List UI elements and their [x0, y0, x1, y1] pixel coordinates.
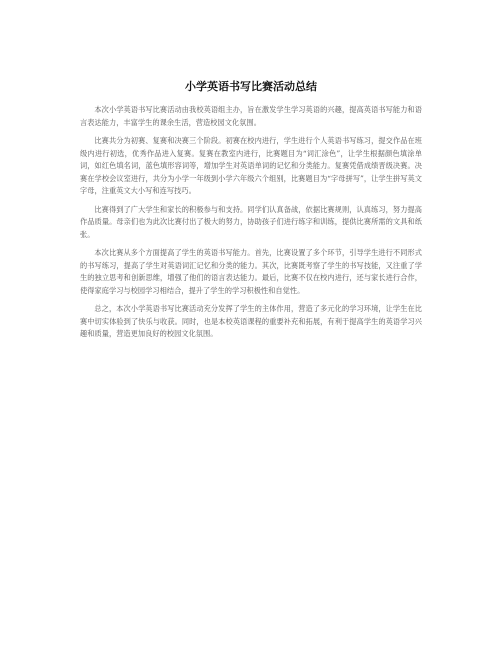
document-title: 小学英语书写比赛活动总结 — [185, 80, 317, 93]
document-body — [80, 104, 422, 347]
paragraph-effects: 本次比赛从多个方面提高了学生的英语书写能力。首先，比赛设置了多个环节，引导学生进行不同形式的书写练习，提高了学生对英语词汇记忆和分类的能力。其次，比赛既考察了学生的书写技能，又注重了学生的独立思考和创新思维，增强了他们的语言表达能力。最后，比赛不仅在校内进行，还与家长进行合作，使得家庭学习与校园学习相结合，提升了学生的学习积极性和自觉性。 — [80, 248, 422, 295]
paragraph-participation: 比赛得到了广大学生和家长的积极参与和支持。同学们认真备战，依据比赛规则，认真练习，努力提高作品质量。母亲们也为此次比赛付出了极大的努力，协助孩子们进行练字和训练，提供比赛所需的文具和纸张。 — [80, 204, 422, 239]
paragraph-intro: 本次小学英语书写比赛活动由我校英语组主办，旨在激发学生学习英语的兴趣，提高英语书写能力和语言表达能力，丰富学生的课余生活，营造校园文化氛围。 — [80, 105, 422, 127]
paragraph-stages: 比赛共分为初赛、复赛和决赛三个阶段。初赛在校内进行，学生进行个人英语书写练习，提交作品在班级内进行初选，优秀作品进入复赛。复赛在教室内进行，比赛题目为“词汇涂色”，让学生根据颜色填涂单词，如红色填名词，蓝色填形容词等，增加学生对英语单词的记忆和分类能力。复赛凭借成绩晋级决赛。决赛在学校会议室进行，共分为小学一年级到小学六年级六个组别，比赛题目为“字母拼写”，让学生拼写英文字母，注重英文大小写和连写技巧。 — [80, 136, 422, 195]
paragraph-conclusion: 总之，本次小学英语书写比赛活动充分发挥了学生的主体作用，营造了多元化的学习环境，让学生在比赛中切实体验到了快乐与收获。同时，也是本校英语课程的重要补充和拓展，有利于提高学生的英语学习兴趣和质量，营造更加良好的校园文化氛围。 — [80, 304, 422, 338]
